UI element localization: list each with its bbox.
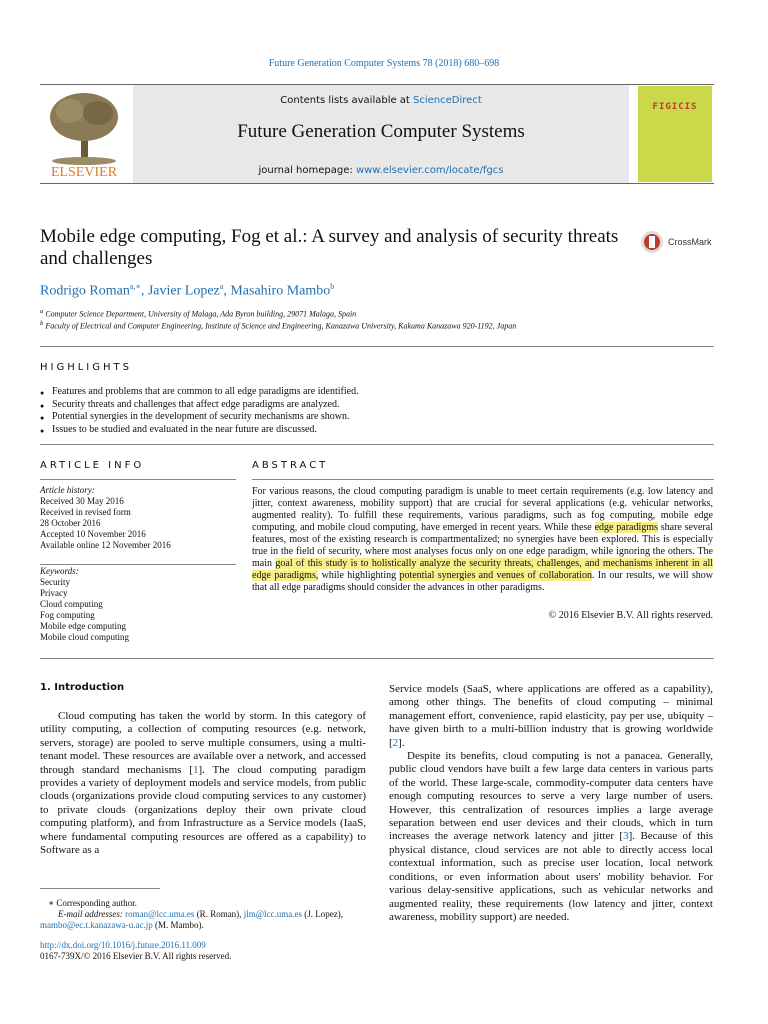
- intro-column-right: [389, 683, 713, 924]
- list-item: ● Security threats and challenges that affect edge paradigms are analyzed.: [40, 399, 714, 412]
- author-link[interactable]: Javier Lopez: [147, 283, 220, 299]
- history-item: Available online 12 November 2016: [40, 540, 171, 550]
- homepage-line: journal homepage: www.elsevier.com/locate/fgcs: [258, 165, 504, 176]
- article-info-heading: ARTICLE INFO: [40, 460, 145, 471]
- journal-header: [40, 84, 714, 184]
- history-item: 28 October 2016: [40, 518, 101, 528]
- highlighted-text: potential synergies and venues of collaboration: [399, 570, 592, 581]
- contents-line: Contents lists available at ScienceDirect: [280, 95, 482, 106]
- elsevier-logo: [40, 89, 128, 179]
- list-item: ● Features and problems that are common to all edge paradigms are identified.: [40, 386, 714, 399]
- journal-title: Future Generation Computer Systems: [237, 121, 525, 142]
- keywords: [40, 566, 236, 643]
- author-list: Rodrigo Roman$^{a,∗}$, Javier Lopez$^a$, Masahiro Mambo$^b$: [40, 282, 335, 299]
- author-link[interactable]: Rodrigo Roman: [40, 283, 130, 299]
- footnote-divider: [40, 888, 160, 889]
- list-item: ● Potential synergies in the development of security mechanisms are shown.: [40, 411, 714, 424]
- doi-link[interactable]: http://dx.doi.org/10.1016/j.future.2016.11.009: [40, 940, 206, 950]
- author-sup: b: [330, 282, 335, 291]
- email-link[interactable]: jlm@lcc.uma.es: [243, 909, 302, 919]
- copyright: © 2016 Elsevier B.V. All rights reserved.: [548, 610, 713, 621]
- citation-link[interactable]: 2: [392, 736, 399, 749]
- homepage-link[interactable]: www.elsevier.com/locate/fgcs: [355, 165, 504, 176]
- journal-cover[interactable]: [638, 86, 712, 182]
- divider: [40, 479, 236, 480]
- keyword: Security: [40, 577, 70, 587]
- divider: [252, 479, 714, 480]
- list-item: ● Issues to be studied and evaluated in the near future are discussed.: [40, 424, 714, 437]
- journal-reference[interactable]: Future Generation Computer Systems 78 (2018) 680–698: [268, 58, 500, 69]
- crossmark-badge[interactable]: [640, 230, 720, 254]
- keyword: Mobile cloud computing: [40, 632, 129, 642]
- citation-link[interactable]: 3: [623, 830, 629, 843]
- history-label: Article history:: [40, 485, 95, 495]
- affiliation: $^a$ Computer Science Department, University of Malaga, Ada Byron building, 29071 Malaga, Spain: [40, 308, 357, 319]
- doi-block: [40, 940, 231, 962]
- keyword: Cloud computing: [40, 599, 103, 609]
- affiliation: $^b$ Faculty of Electrical and Computer Engineering, Institute of Science and Engineering, Kanazawa University, Kakuma Kanazawa 920-1192, Japan: [40, 320, 517, 331]
- keyword: Fog computing: [40, 610, 95, 620]
- highlighted-text: edge paradigms: [594, 522, 658, 533]
- cover-title: FIGICIS: [652, 102, 698, 112]
- keyword: Privacy: [40, 588, 68, 598]
- highlights-heading: HIGHLIGHTS: [40, 362, 132, 373]
- divider: [40, 658, 714, 659]
- author-sup: a: [219, 282, 224, 291]
- footnote: ∗ Corresponding author. E-mail addresses: roman@lcc.uma.es (R. Roman), jlm@lcc.uma.es (J. Lopez), mambo@ec.t.kanazawa-u.ac.jp (M. Mambo).: [40, 898, 343, 930]
- issn-line: 0167-739X/© 2016 Elsevier B.V. All rights reserved.: [40, 951, 232, 961]
- divider: [40, 444, 714, 445]
- keywords-label: Keywords:: [40, 566, 79, 576]
- citation-link[interactable]: 1: [192, 763, 199, 776]
- article-history: [40, 485, 236, 551]
- divider: [40, 564, 236, 565]
- section-heading: 1. Introduction: [40, 682, 125, 693]
- keyword: Mobile edge computing: [40, 621, 126, 631]
- paragraph: Despite its benefits, cloud computing is not a panacea. Generally, public cloud vendors have built a few large data centers in various parts of the world. These large-scale, commodity-computer data centers have enough computing resources to serve a very large number of users. However, this centralization of resources implies a large average separation between end user devices and their clouds, which in turn increases the average network latency and jitter [3]. Because of this physical distance, cloud services are not able to directly access local contextual information, such as precise user location, local network conditions, or even information about users' mobility behavior. For various delay-sensitive applications, such as vehicular networks and augmented reality, these requirements (low latency and jitter, context awareness, mobility support) are needed.: [389, 750, 714, 923]
- publisher-name: ELSEVIER: [50, 165, 118, 179]
- paragraph: Service models (SaaS, where applications are offered as a capability), among other things. The benefits of cloud computing – minimal management effort, convenience, rapid elasticity, pay per use, ubiquity – have given birth to a multi-billion industry that is growing worldwide [2].: [389, 683, 713, 749]
- history-item: Received 30 May 2016: [40, 496, 124, 506]
- divider: [40, 346, 714, 347]
- abstract-heading: ABSTRACT: [252, 460, 329, 471]
- history-item: Received in revised form: [40, 507, 131, 517]
- crossmark-label: CrossMark: [668, 237, 712, 247]
- history-item: Accepted 10 November 2016: [40, 529, 146, 539]
- highlighted-text: goal of this study is to holistically analyze the security threats, challenges, and mechanisms inherent in all edge paradigms,: [252, 558, 713, 581]
- paper-title: Mobile edge computing, Fog et al.: A survey and analysis of security threats and challenges: [40, 226, 619, 269]
- highlights-list: [40, 386, 714, 436]
- author-link[interactable]: Masahiro Mambo: [230, 283, 331, 299]
- email-link[interactable]: roman@lcc.uma.es: [125, 909, 195, 919]
- intro-column-left: Cloud computing has taken the world by storm. In this category of utility computing, a collection of computing resources (e.g. network, servers, storage) are pooled to serve multiple consumers, using a multi-tenant model. These resources are available over a network, and accessed through standard mechanisms [1]. The cloud computing paradigm provides a variety of deployment models and service models, from public clouds (organizations provide cloud computing services to any customer) to private clouds (organizations deploy their own private cloud computing platform), and from Infrastructure as a Service models (IaaS, where fundamental computing resources are offered as a capability) to Software as a: [40, 710, 366, 857]
- email-link[interactable]: mambo@ec.t.kanazawa-u.ac.jp: [40, 920, 153, 930]
- author-sup: a,∗: [129, 282, 141, 291]
- abstract-text: For various reasons, the cloud computing paradigm is unable to meet certain requirements (e.g. low latency and jitter, context awareness, mobility support) that are crucial for several applications (e.g. vehicular networks, augmented reality). To fulfill these requirements, various paradigms, such as fog computing, mobile edge computing, and mobile cloud computing, have emerged in recent years. While these edge paradigms share several features, most of the existing research is compartmentalized; no synergies have been explored. This is especially true in the field of security, where most analyses focus only on one edge paradigm, while ignoring the others. The main goal of this study is to holistically analyze the security threats, challenges, and mechanisms inherent in all edge paradigms, while highlighting potential synergies and venues of collaboration. In our results, we will show that all edge paradigms should consider the advances in other paradigms.: [252, 486, 713, 593]
- sciencedirect-link[interactable]: ScienceDirect: [413, 95, 482, 106]
